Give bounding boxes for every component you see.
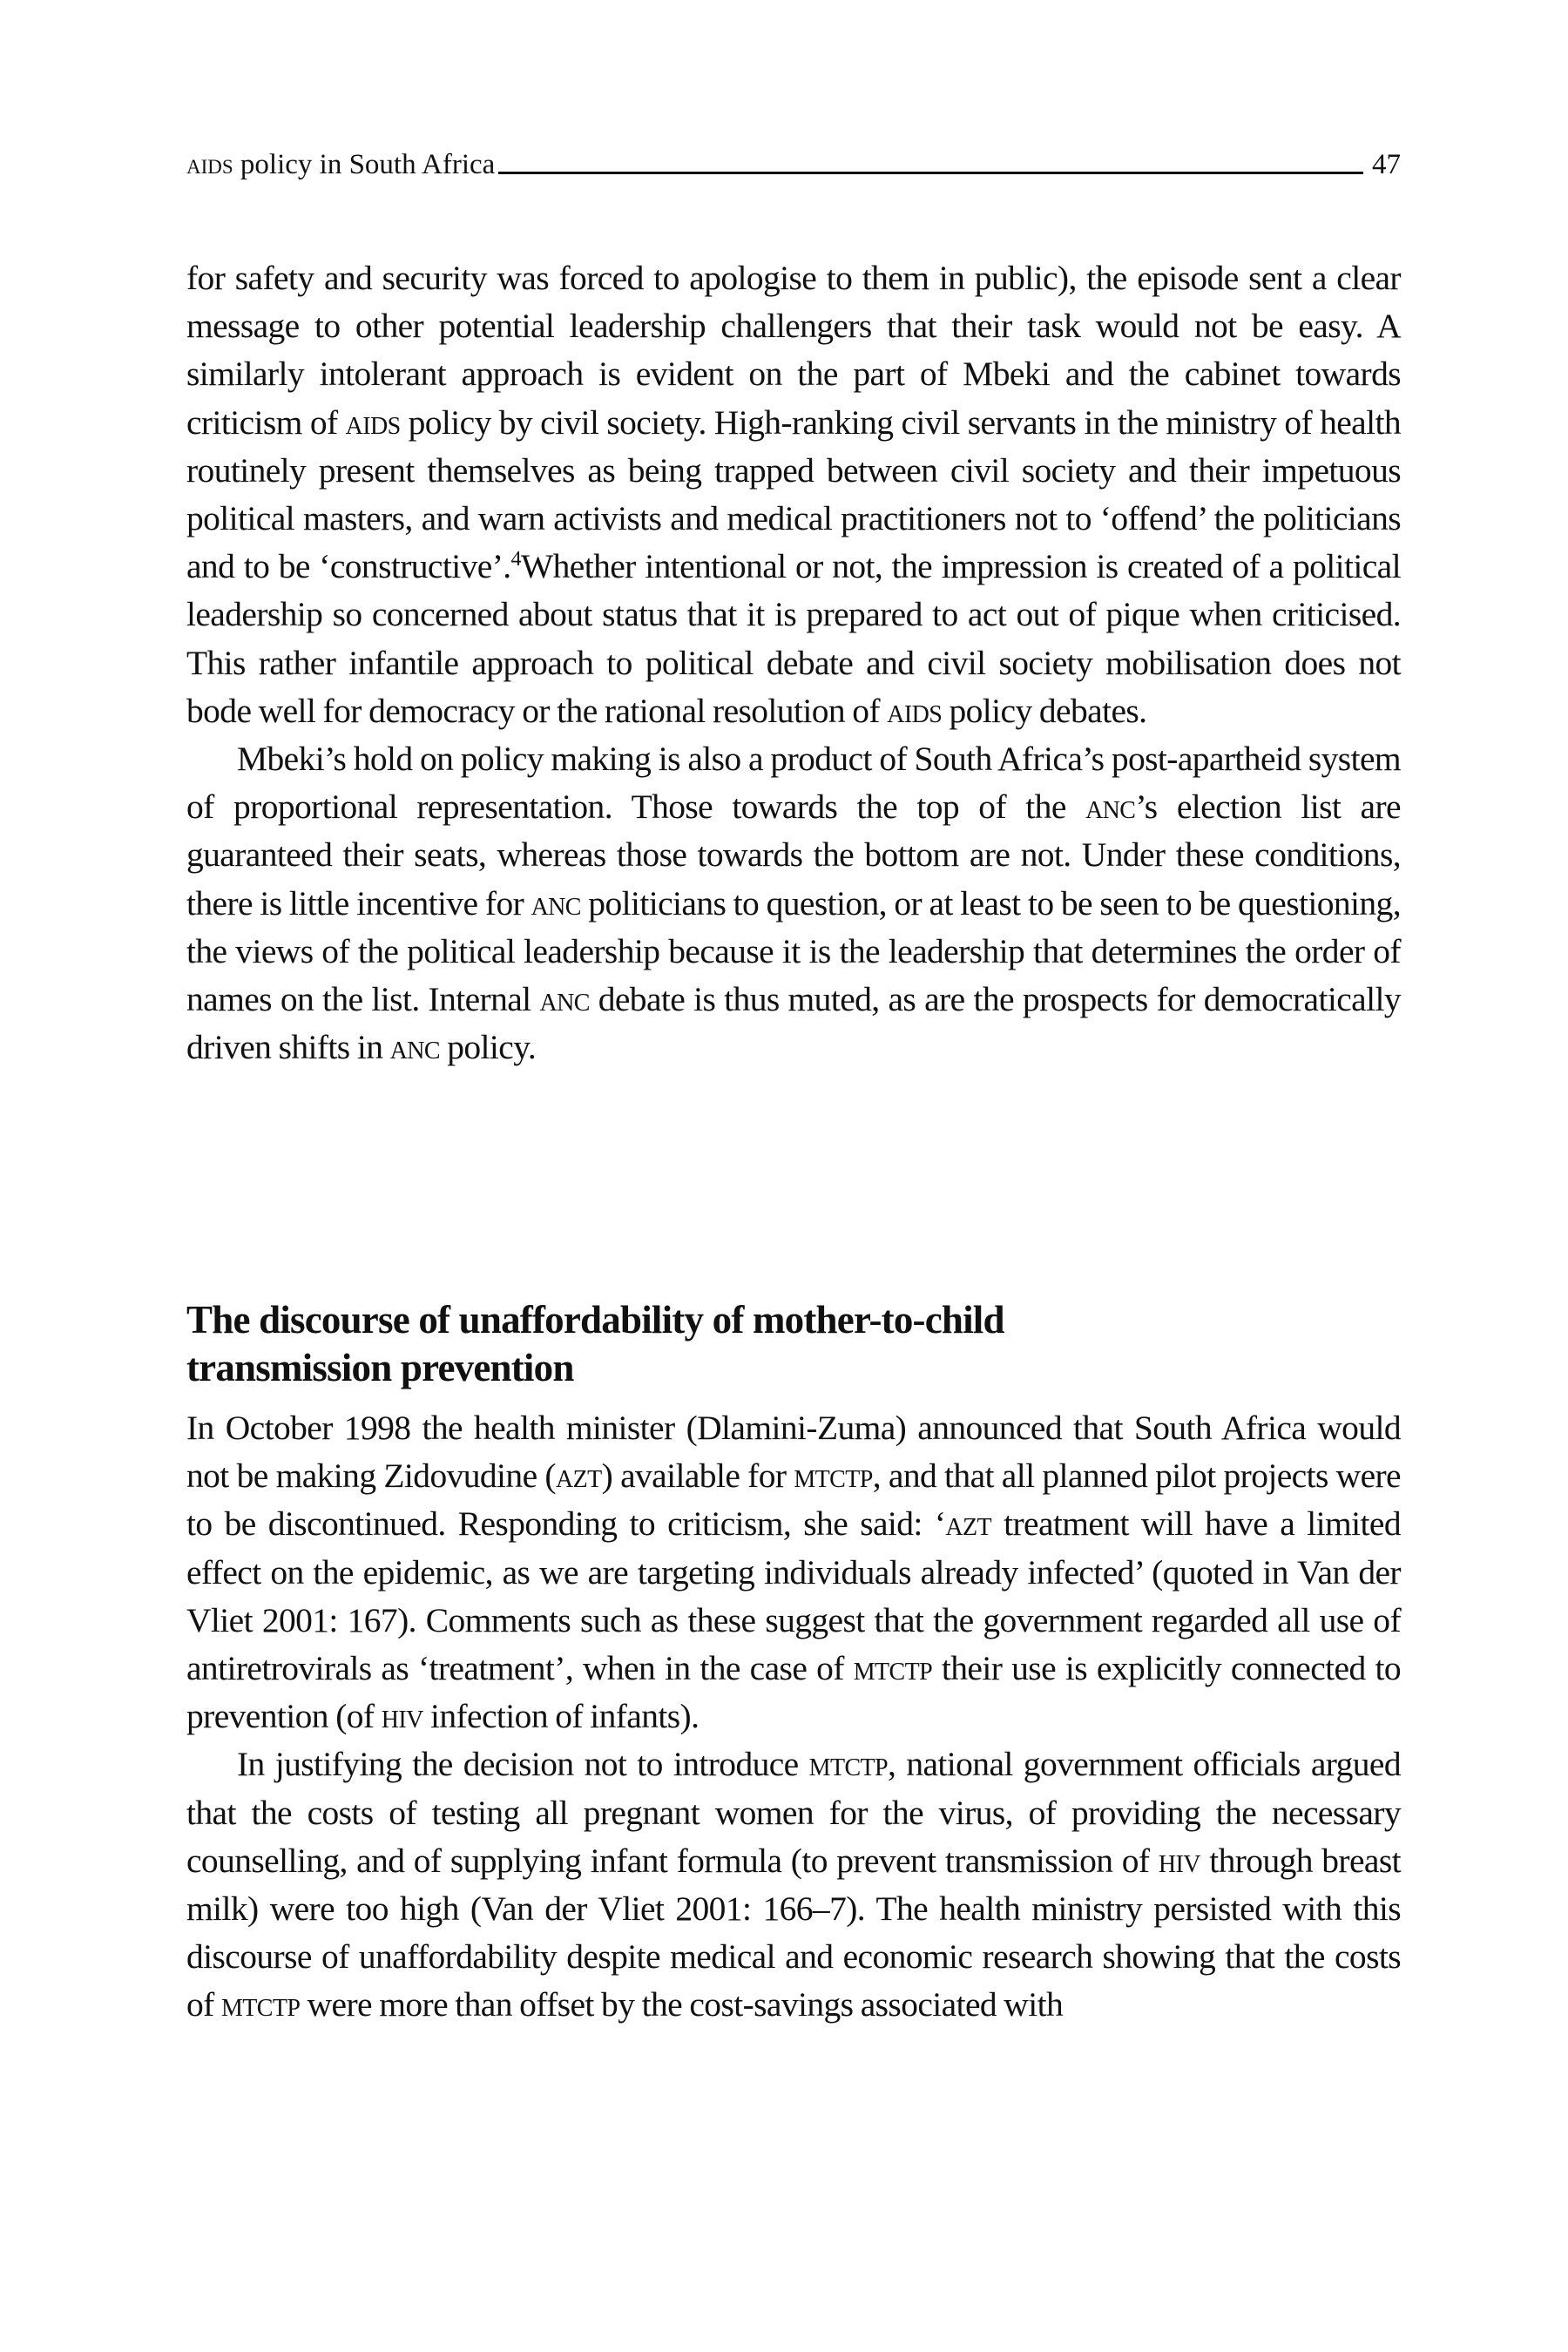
- page-number: 47: [1372, 149, 1401, 180]
- acronym-mtctp: mtctp: [220, 1985, 301, 2024]
- text-run: , and that all planned pilot projects were to be discontinued. Responding to criticism, she said: ‘: [186, 1456, 1401, 1544]
- text-run: ) available for: [601, 1456, 794, 1496]
- acronym-mtctp: mtctp: [794, 1456, 873, 1496]
- text-run: Whether intentional or not, the impression is created of a political leadership so concerned about status that it is prepared to act out of pique when criticised. This rather infantile approach to political debate and civil society mobilisation does not bode well for democracy or the rational resolution of: [186, 547, 1401, 730]
- acronym-anc: anc: [389, 1028, 440, 1067]
- text-run: through breast milk) were too high (Van der Vliet 2001: 166–7). The health ministry persisted with this discourse of unaffordability despite medical and economic research showing that the costs of: [186, 1841, 1401, 2024]
- body-text-section-2: [186, 1404, 1401, 2030]
- text-run: policy by civil society. High-ranking civil servants in the ministry of health routinely present themselves as being trapped between civil society and their impetuous political masters, and warn activists and medical practitioners not to ‘offend’ the politicians and to be ‘constructive’.: [186, 402, 1401, 586]
- text-run: debate is thus muted, as are the prospects for democratically driven shifts in: [186, 980, 1401, 1067]
- acronym-mtctp: mtctp: [853, 1649, 933, 1688]
- text-run: , national government officials argued that the costs of testing all pregnant women for the virus, of providing the necessary counselling, and of supplying infant formula (to prevent transmission of: [186, 1745, 1402, 1880]
- acronym-anc: anc: [1085, 787, 1136, 827]
- body-text-section-1: [186, 254, 1401, 1071]
- running-head: [186, 146, 1401, 181]
- acronym-aids: aids: [887, 691, 943, 730]
- running-head-rule: [498, 172, 1363, 174]
- paragraph-1: [186, 254, 1401, 735]
- text-run: for safety and security was forced to apologise to them in public), the episode sent a clear message to other potential leadership challengers that their task would not be easy. A similarly intolerant approach is evident on the part of Mbeki and the cabinet towards criticism of: [186, 259, 1401, 442]
- acronym-hiv: hiv: [1158, 1841, 1200, 1880]
- acronym-azt: azt: [555, 1456, 602, 1496]
- text-run: ’s election list are guaranteed their seats, whereas those towards the bottom are not. Under these conditions, there is little incentive for: [186, 787, 1401, 923]
- text-run: policy debates.: [942, 691, 1147, 730]
- paragraph-3: [186, 1404, 1401, 1740]
- acronym-azt: azt: [945, 1504, 992, 1544]
- acronym-anc: anc: [531, 883, 581, 923]
- running-head-title: [186, 149, 498, 181]
- text-run: treatment will have a limited effect on the epidemic, as we are targeting individuals already infected’ (quoted in Van der Vliet 2001: 167). Comments such as these suggest that the government regarded all use of antiretrovirals as ‘treatment’, when in the case of: [186, 1504, 1401, 1688]
- heading-line-2: transmission prevention: [186, 1346, 574, 1389]
- text-run: infection of infants).: [422, 1697, 700, 1736]
- text-run: Mbeki’s hold on policy making is also a product of South Africa’s post-apartheid system of proportional representation. Those towards the top of the: [186, 740, 1401, 827]
- acronym-hiv: hiv: [381, 1697, 423, 1736]
- text-run: their use is explicitly connected to prevention (of: [186, 1649, 1402, 1736]
- text-run: were more than offset by the cost-savings associated with: [300, 1985, 1064, 2024]
- text-run: In October 1998 the health minister (Dlamini-Zuma) announced that South Africa would not be making Zidovudine (: [186, 1409, 1401, 1496]
- text-run: policy.: [439, 1028, 537, 1067]
- paragraph-2: [186, 735, 1401, 1071]
- running-head-title-rest: policy in South Africa: [233, 149, 496, 180]
- section-heading: [186, 1296, 1232, 1392]
- text-run: politicians to question, or at least to be seen to be questioning, the views of the political leadership because it is the leadership that determines the order of names on the list. Internal: [186, 883, 1401, 1019]
- footnote-ref[interactable]: 4: [510, 548, 521, 571]
- acronym-anc: anc: [539, 980, 590, 1019]
- text-run: In justifying the decision not to introduce: [237, 1745, 809, 1784]
- heading-line-1: The discourse of unaffordability of mother-to-child: [186, 1298, 1004, 1342]
- acronym-mtctp: mtctp: [808, 1745, 889, 1784]
- acronym-aids: aids: [345, 402, 401, 442]
- running-head-acronym: aids: [186, 149, 233, 180]
- paragraph-4: [186, 1740, 1401, 2029]
